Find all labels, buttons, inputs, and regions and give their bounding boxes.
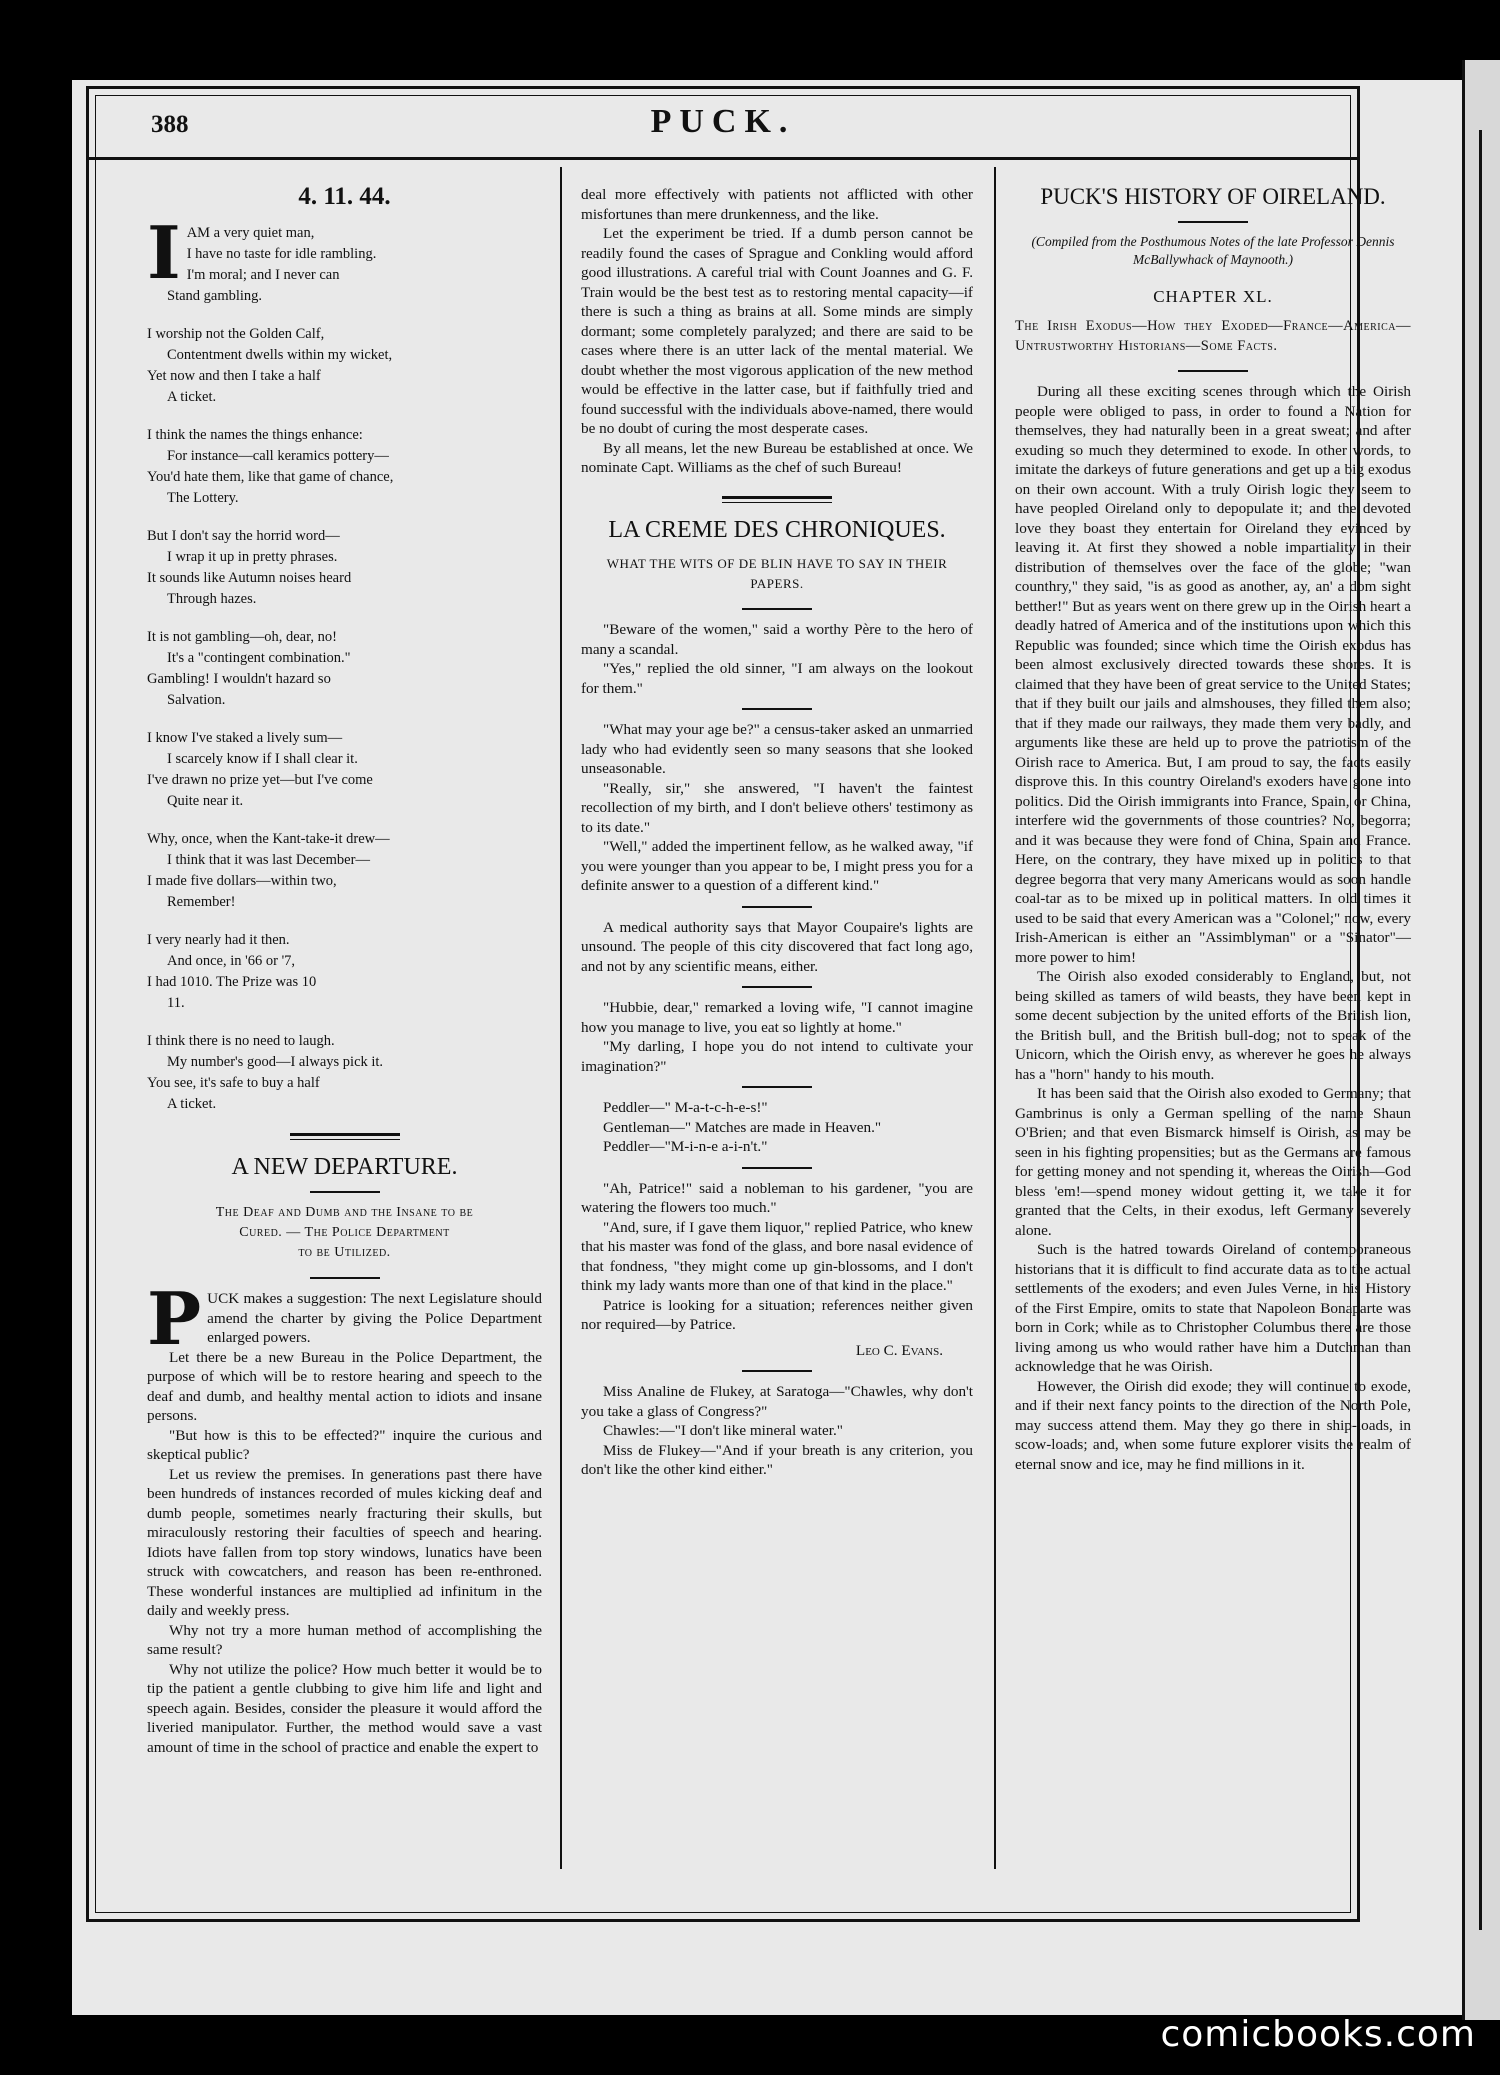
poem-stanza (147, 425, 542, 509)
paragraph-text: Why not try a more human method of accomplishing the same result? (147, 1621, 542, 1658)
article-paragraph (147, 1621, 542, 1660)
chronique-item (581, 720, 973, 896)
chronique-line: A medical authority says that Mayor Coupaire's lights are unsound. The people of this city discovered that fact long ago, and not by any scientific means, either. (581, 918, 973, 975)
item-rule (742, 1167, 812, 1169)
subtitle-rule (310, 1277, 380, 1279)
page-frame (86, 86, 1411, 1922)
subtitle-line: Cured. — The Police Department (239, 1225, 450, 1240)
poem-line: I've drawn no prize yet—but I've come (147, 771, 373, 788)
paragraph-text: Why not utilize the police? How much better it would be to tip the patient a gentle clubbing to give him life and light and speech again. Besides, consider the pleasure it would afford the liveried manipulator. Further, the method would save a vast amount of time in the school of practice and enable the expert to (147, 1660, 542, 1756)
poem-line: I scarcely know if I shall clear it. (167, 750, 358, 767)
article-subtitle (147, 1203, 542, 1263)
chronique-item (581, 918, 973, 977)
poem-line: I wrap it up in pretty phrases. (167, 548, 338, 565)
poem-line: I know I've staked a lively sum— (147, 729, 343, 746)
chronique-line: Peddler—" M-a-t-c-h-e-s!" (603, 1099, 768, 1116)
subtitle-line: to be Utilized. (298, 1245, 391, 1260)
poem-stanza (147, 829, 542, 913)
poem-line: Gambling! I wouldn't hazard so (147, 670, 331, 687)
page-header (89, 97, 1357, 160)
poem-line: 11. (167, 994, 185, 1011)
column-rule-1 (560, 167, 562, 1869)
chroniques-items (581, 608, 973, 1480)
chapter-heading: CHAPTER XL. (1153, 286, 1273, 306)
chronique-item (581, 998, 973, 1076)
item-rule (742, 1370, 812, 1372)
chronique-line: Gentleman—" Matches are made in Heaven." (603, 1118, 882, 1136)
section-divider (290, 1133, 400, 1140)
poem-line: And once, in '66 or '7, (167, 952, 296, 969)
poem-line: But I don't say the horrid word— (147, 527, 340, 544)
history-paragraph: Such is the hatred towards Oireland of contemporaneous historians that it is difficult to find accurate data as to the actual settlements of the exoders; and even Jules Verne, in his History of the First Empire, omits to state that Napoleon Bonaparte was born in Cork; while as to Christopher Columbus there are those living among us who would rather have him a Dutchman than acknowledge that he was Oirish. (1015, 1241, 1411, 1375)
poem-line: I made five dollars—within two, (147, 872, 337, 889)
chroniques-title: LA CREME DES CHRONIQUES. (608, 516, 946, 543)
poem-line: My number's good—I always pick it. (167, 1053, 384, 1070)
chronique-item (581, 620, 973, 698)
chapter-summary: The Irish Exodus—How they Exoded—France—America—Untrustworthy Historians—Some Facts. (1015, 318, 1411, 354)
history-paragraph: It has been said that the Oirish also exoded to Germany; that Gambrinus is only a German spelling of the name Shaun O'Brien; and that even Bismarck himself is Oirish, as may be seen in his fighting propensities; but as the Germans are famous for getting money and not spending it, whereas the Oirish—God bless 'em!—spend money widout getting it, we take it for granted that the Celts, in their exodus, left Germany severely alone. (1015, 1085, 1411, 1239)
column-1 (147, 185, 542, 1757)
article-title: A NEW DEPARTURE. (231, 1153, 458, 1180)
article-paragraph (147, 1348, 542, 1426)
chronique-item (581, 1382, 973, 1480)
article-paragraph (147, 1465, 542, 1621)
chronique-line: Miss Analine de Flukey, at Saratoga—"Chawles, why don't you take a glass of Congress?" (581, 1383, 973, 1420)
masthead-title: PUCK. (650, 103, 796, 140)
history-body (1015, 382, 1411, 1474)
chronique-line: Chawles:—"I don't like mineral water." (603, 1422, 843, 1439)
poem-line: I think that it was last December— (167, 851, 370, 868)
poem-line: Why, once, when the Kant-take-it drew— (147, 830, 390, 847)
article-paragraph: deal more effectively with patients not afflicted with other misfortunes than mere drunkenness, and the like. (581, 186, 973, 223)
chroniques-subtitle: WHAT THE WITS OF DE BLIN HAVE TO SAY IN THEIR PAPERS. (606, 556, 948, 591)
column-2 (581, 185, 973, 1480)
chronique-line: "And, sure, if I gave them liquor," replied Patrice, who knew that his master was fond of the glass, and bore nasal evidence of that fondness, "they might come up gin-blossoms, and I don't think my lady wants more than one of that kind in the place." (581, 1218, 973, 1294)
chronique-line: "Hubbie, dear," remarked a loving wife, "I cannot imagine how you manage to live, you eat so lightly at home." (581, 999, 973, 1036)
poem-line: A ticket. (167, 1095, 217, 1112)
chronique-line: "What may your age be?" a census-taker asked an unmarried lady who had evidently seen so many seasons that she looked unseasonable. (581, 721, 973, 777)
poem-line: You see, it's safe to buy a half (147, 1074, 320, 1091)
item-rule (742, 906, 812, 908)
poem-title: 4. 11. 44. (298, 183, 391, 210)
article-paragraph (147, 1660, 542, 1758)
item-rule (742, 708, 812, 710)
history-note: (Compiled from the Posthumous Notes of the late Professor Dennis McBallywhack of Maynooth.) (1031, 233, 1395, 267)
title-rule (310, 1191, 380, 1193)
article-continuation (581, 185, 973, 478)
item-rule (742, 608, 812, 610)
column-rule-2 (994, 167, 996, 1869)
poem-line: I have no taste for idle rambling. (186, 245, 377, 262)
poem-line: AM a very quiet man, (186, 224, 315, 241)
article-body (147, 1276, 542, 1757)
section-divider (722, 496, 832, 503)
poem-line: Yet now and then I take a half (147, 367, 321, 384)
chronique-line: Miss de Flukey—"And if your breath is any criterion, you don't like the other kind either." (581, 1441, 973, 1478)
poem-line: I had 1010. The Prize was 10 (147, 973, 317, 990)
poem-line: Through hazes. (167, 590, 257, 607)
chronique-line: "Yes," replied the old sinner, "I am always on the lookout for them." (581, 660, 973, 697)
poem-line: Salvation. (167, 691, 226, 708)
poem-line: The Lottery. (167, 489, 239, 506)
chronique-line: Peddler—"M-i-n-e a-i-n't." (603, 1138, 768, 1155)
poem-line: For instance—call keramics pottery— (167, 447, 389, 464)
poem-stanza (147, 627, 542, 711)
chronique-item (581, 1098, 973, 1157)
item-rule (742, 986, 812, 988)
subtitle-line: The Deaf and Dumb and the Insane to be (215, 1205, 474, 1220)
poem-stanza (147, 209, 542, 307)
paragraph-text: UCK makes a suggestion: The next Legislature should amend the charter by giving the Police Department enlarged powers. (207, 1290, 542, 1346)
poem-line: A ticket. (167, 388, 217, 405)
poem-stanza (147, 728, 542, 812)
chronique-line: "Ah, Patrice!" said a nobleman to his gardener, "you are watering the flowers too much." (581, 1179, 973, 1216)
column-3 (1015, 185, 1411, 1474)
poem-stanza (147, 526, 542, 610)
paragraph-text: "But how is this to be effected?" inquire the curious and skeptical public? (147, 1426, 542, 1463)
poem-line: I very nearly had it then. (147, 931, 290, 948)
poem-line: I think there is no need to laugh. (147, 1032, 335, 1049)
chronique-line: "My darling, I hope you do not intend to cultivate your imagination?" (581, 1038, 973, 1075)
poem-line: Stand gambling. (167, 287, 263, 304)
poem-line: It sounds like Autumn noises heard (147, 569, 352, 586)
title-rule (1178, 221, 1248, 223)
poem-line: It is not gambling—oh, dear, no! (147, 628, 337, 645)
article-paragraph (147, 1276, 542, 1361)
article-paragraph: By all means, let the new Bureau be established at once. We nominate Capt. Williams as the chef of such Bureau! (581, 439, 973, 476)
chronique-line: "Beware of the women," said a worthy Père to the hero of many a scandal. (581, 621, 973, 658)
article-paragraph (147, 1426, 542, 1465)
watermark: comicbooks.com (1160, 2014, 1476, 2055)
chronique-line: "Well," added the impertinent fellow, as he walked away, "if you were younger than you appear to be, I might press you for a definite answer to a question of a different kind." (581, 838, 973, 894)
poem (147, 209, 542, 1115)
poem-dropcap: I (147, 209, 181, 295)
summary-rule (1178, 370, 1248, 372)
history-paragraph: However, the Oirish did exode; they will continue to exode, and if their next fancy points to the direction of the North Pole, may success attend them. May they go there in ship-loads, in scow-loads; and, when some future explorer visits the realm of eternal snow and ice, may he find millions in it. (1015, 1377, 1411, 1473)
chronique-line: Patrice is looking for a situation; references neither given nor required—by Patrice. (581, 1296, 973, 1333)
poem-line: It's a "contingent combination." (167, 649, 351, 666)
paragraph-text: Let us review the premises. In generations past there have been hundreds of instances recorded of mules kicking deaf and dumb people, sometimes nearly fracturing their skulls, but miraculously restoring their faculties of speech and hearing. Idiots have fallen from top story windows, lunatics have been struck with cowcatchers, and reason has been re-enthroned. These wonderful instances are multiplied ad infinitum in the daily and weekly press. (147, 1465, 542, 1619)
poem-line: Quite near it. (167, 792, 244, 809)
poem-stanza (147, 1031, 542, 1115)
page-number: 388 (151, 111, 189, 138)
poem-line: I worship not the Golden Calf, (147, 325, 325, 342)
poem-line: I'm moral; and I never can (186, 266, 340, 283)
paragraph-text: Let there be a new Bureau in the Police Department, the purpose of which will be to restore hearing and speech to the deaf and dumb, and healthy mental action to idiots and insane persons. (147, 1348, 542, 1424)
poem-line: I think the names the things enhance: (147, 426, 363, 443)
history-paragraph: The Oirish also exoded considerably to England, but, not being skilled as tamers of wild beasts, they have been kept in some decent subjection by the united efforts of the British lion, the British bull, and the British bull-dog; not to speak of the Unicorn, which the Oirish envy, as wherever he goes he always has a "horn" handy to his mouth. (1015, 968, 1411, 1083)
history-title: PUCK'S HISTORY OF OIRELAND. (1040, 184, 1386, 209)
poem-line: Contentment dwells within my wicket, (167, 346, 393, 363)
article-paragraph: Let the experiment be tried. If a dumb person cannot be readily found the cases of Sprague and Conkling would afford good illustrations. A careful trial with Count Joannes and G. F. Train would be the best test as to restoring mental capacity—if there is such a thing as brains at all. Some minds are simply dormant; some completely paralyzed; and there are said to be cases where there is an utter lack of the mental material. We doubt whether the most vigorous application of the new method would be effective in the latter case, but if faithfully tried and found successful with the individuals above-named, there would be no doubt of curing the most desperate cases. (581, 225, 973, 437)
poem-stanza (147, 324, 542, 408)
author-signature: Leo C. Evans. (855, 1341, 943, 1359)
chronique-line: "Really, sir," she answered, "I haven't the faintest recollection of my birth, and I don't believe others' testimony as to its date." (581, 779, 973, 836)
article-dropcap: P (147, 1276, 202, 1361)
poem-stanza (147, 930, 542, 1014)
item-rule (742, 1086, 812, 1088)
poem-line: Remember! (167, 893, 236, 910)
history-paragraph: During all these exciting scenes through which the Oirish people were obliged to pass, in order to found a Nation for themselves, they had naturally been in a great sweat; and after exuding so much they determined to exode. In other words, to imitate the darkeys of future generations and get up a big exodus on their own account. With a truly Oirish logic they seem to have peopled Oireland only to depopulate it; and the devoted love they boast they entertain for Oireland they evinced by leaving it. At first they showed a noble impartiality in their distribution of themselves over the face of the globe; "wan counthry," they said, "is as good as another, ay, an' a dom sight betther!" But as years went on there grew up in the Oirish heart a deadly hatred of America and of the institutions upon which this Republic was founded; since which time the Oirish exodus has been almost exclusively directed towards these shores. It is claimed that they have been of great service to the United States; that if they built our jails and almshouses, they filled them also; that if they made our railways, they made them very badly, and arguments like these are held up to prove the patriotism of the Oirish race to America. But, I am proud to say, the facts easily disprove this. In this country Oireland's exoders have gone into politics. Did the Oirish immigrants into France, Spain, or China, interfere wid the governments of those countries? No, begorra; and it was because they were fond of China, Spain and France. Here, on the contrary, they have mixed up in politics to that degree begorra that very many Americans would as soon handle coal-tar as to be mixed up in political matters. In old times it used to be said that every American was a "Colonel;" now, every Irish-American is either an "Assimblyman" or a "Sinator"—more power to him! (1015, 383, 1411, 966)
chronique-item (581, 1179, 973, 1335)
adjacent-page-edge (1462, 60, 1500, 2020)
poem-line: You'd hate them, like that game of chance, (147, 468, 394, 485)
